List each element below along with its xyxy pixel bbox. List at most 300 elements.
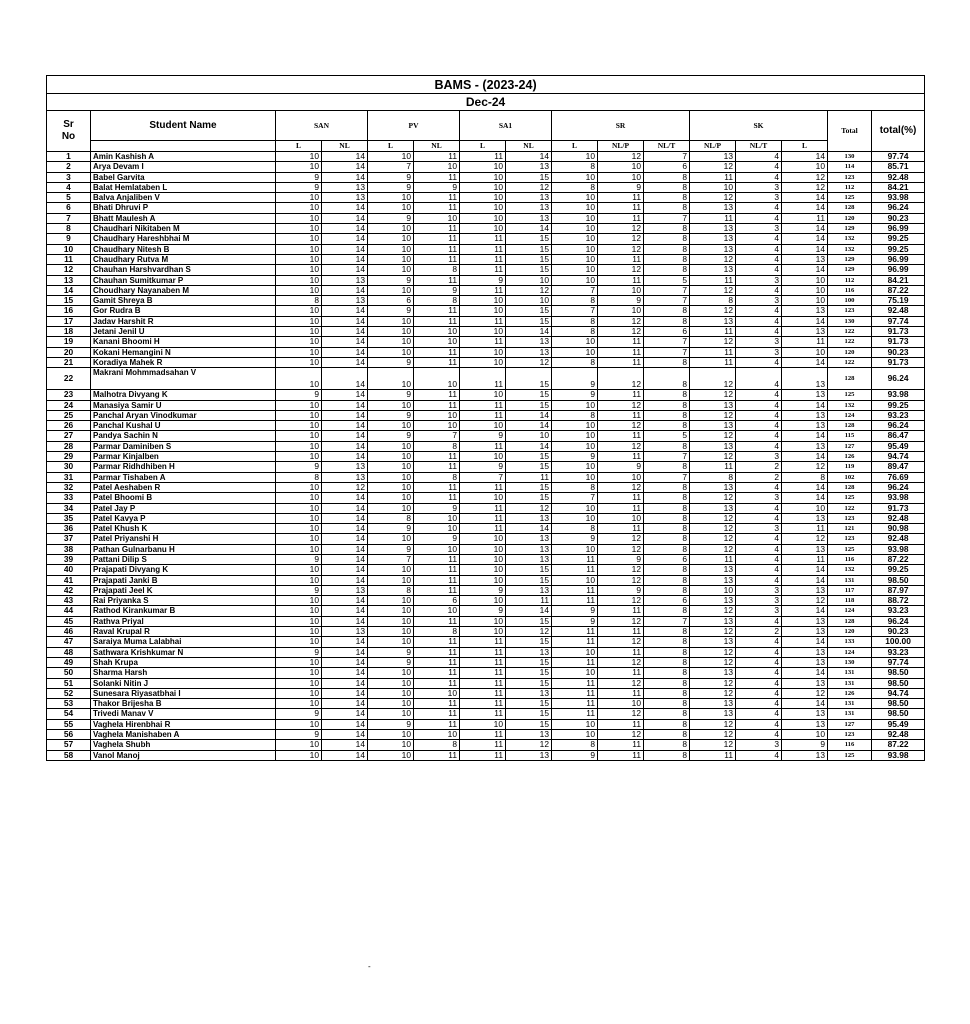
- total-cell: 115: [828, 431, 872, 441]
- mark-cell: 12: [506, 182, 552, 192]
- mark-cell: 7: [644, 347, 690, 357]
- mark-cell: 14: [322, 421, 368, 431]
- table-row: [47, 678, 925, 688]
- mark-cell: 10: [598, 172, 644, 182]
- mark-cell: 10: [368, 534, 414, 544]
- mark-cell: 11: [552, 585, 598, 595]
- mark-cell: 10: [414, 730, 460, 740]
- mark-cell: 12: [598, 544, 644, 554]
- mark-cell: 3: [736, 337, 782, 347]
- percent-cell: 96.24: [872, 616, 925, 626]
- mark-cell: 8: [690, 296, 736, 306]
- mark-cell: 10: [368, 472, 414, 482]
- mark-cell: 10: [276, 719, 322, 729]
- mark-cell: 11: [460, 524, 506, 534]
- mark-cell: 10: [460, 182, 506, 192]
- mark-cell: 3: [736, 296, 782, 306]
- mark-cell: 9: [598, 462, 644, 472]
- table-row: [47, 503, 925, 513]
- mark-cell: 10: [276, 203, 322, 213]
- mark-cell: 14: [322, 524, 368, 534]
- mark-cell: 13: [690, 421, 736, 431]
- percent-cell: 87.22: [872, 554, 925, 564]
- mark-cell: 10: [368, 265, 414, 275]
- mark-cell: 12: [690, 524, 736, 534]
- mark-cell: 14: [322, 657, 368, 667]
- mark-cell: 10: [276, 616, 322, 626]
- mark-cell: 13: [506, 213, 552, 223]
- mark-cell: 13: [506, 647, 552, 657]
- table-row: [47, 585, 925, 595]
- mark-cell: 15: [506, 462, 552, 472]
- table-row: [47, 285, 925, 295]
- mark-cell: 9: [598, 296, 644, 306]
- mark-cell: 9: [368, 431, 414, 441]
- mark-cell: 12: [598, 234, 644, 244]
- mark-cell: 11: [460, 244, 506, 254]
- student-name-cell: Panchal Kushal U: [91, 421, 276, 431]
- mark-cell: 11: [552, 565, 598, 575]
- mark-cell: 13: [690, 244, 736, 254]
- mark-cell: 8: [644, 699, 690, 709]
- mark-cell: 15: [506, 637, 552, 647]
- mark-cell: 8: [644, 493, 690, 503]
- mark-cell: 8: [414, 740, 460, 750]
- mark-cell: 10: [552, 275, 598, 285]
- mark-cell: 14: [322, 347, 368, 357]
- mark-cell: 10: [598, 699, 644, 709]
- percent-cell: 98.50: [872, 678, 925, 688]
- mark-cell: 10: [460, 213, 506, 223]
- student-name-cell: Balat Hemlataben L: [91, 182, 276, 192]
- mark-cell: 9: [368, 275, 414, 285]
- mark-cell: 12: [782, 462, 828, 472]
- percent-cell: 97.74: [872, 316, 925, 326]
- mark-cell: 7: [460, 472, 506, 482]
- percent-cell: 92.48: [872, 172, 925, 182]
- mark-cell: 8: [690, 472, 736, 482]
- mark-cell: 10: [276, 193, 322, 203]
- mark-cell: 12: [598, 152, 644, 162]
- mark-cell: 4: [736, 368, 782, 390]
- mark-cell: 15: [506, 400, 552, 410]
- mark-cell: 4: [736, 647, 782, 657]
- total-cell: 132: [828, 244, 872, 254]
- percent-cell: 96.24: [872, 368, 925, 390]
- mark-cell: 9: [368, 719, 414, 729]
- sr-no-cell: 28: [47, 441, 91, 451]
- mark-cell: 4: [736, 285, 782, 295]
- sr-no-cell: 55: [47, 719, 91, 729]
- mark-cell: 8: [552, 482, 598, 492]
- mark-cell: 9: [552, 390, 598, 400]
- total-cell: 128: [828, 368, 872, 390]
- percent-cell: 97.74: [872, 657, 925, 667]
- mark-cell: 11: [414, 390, 460, 400]
- mark-cell: 12: [598, 421, 644, 431]
- mark-cell: 12: [690, 627, 736, 637]
- mark-cell: 10: [276, 410, 322, 420]
- percent-cell: 96.99: [872, 265, 925, 275]
- mark-cell: 14: [322, 616, 368, 626]
- sr-no-cell: 42: [47, 585, 91, 595]
- mark-cell: 10: [414, 213, 460, 223]
- total-cell: 125: [828, 390, 872, 400]
- mark-cell: 13: [690, 596, 736, 606]
- mark-cell: 3: [736, 182, 782, 192]
- mark-cell: 15: [506, 699, 552, 709]
- mark-cell: 11: [460, 368, 506, 390]
- mark-cell: 12: [506, 503, 552, 513]
- total-cell: 120: [828, 347, 872, 357]
- mark-cell: 11: [598, 524, 644, 534]
- subheader-cell: L: [276, 141, 322, 152]
- percent-cell: 87.97: [872, 585, 925, 595]
- total-cell: 133: [828, 637, 872, 647]
- mark-cell: 14: [322, 368, 368, 390]
- table-row: [47, 224, 925, 234]
- student-name-cell: Sathwara Krishkumar N: [91, 647, 276, 657]
- mark-cell: 10: [276, 668, 322, 678]
- mark-cell: 10: [276, 285, 322, 295]
- mark-cell: 11: [414, 306, 460, 316]
- percent-cell: 96.24: [872, 203, 925, 213]
- mark-cell: 4: [736, 390, 782, 400]
- mark-cell: 10: [368, 441, 414, 451]
- mark-cell: 11: [414, 709, 460, 719]
- sr-no-cell: 27: [47, 431, 91, 441]
- total-cell: 124: [828, 647, 872, 657]
- mark-cell: 4: [736, 410, 782, 420]
- mark-cell: 12: [690, 740, 736, 750]
- mark-cell: 14: [322, 441, 368, 451]
- mark-cell: 12: [690, 647, 736, 657]
- mark-cell: 13: [690, 316, 736, 326]
- student-name-cell: Amin Kashish A: [91, 152, 276, 162]
- table-row: [47, 441, 925, 451]
- percent-cell: 93.23: [872, 606, 925, 616]
- mark-cell: 10: [276, 688, 322, 698]
- mark-cell: 8: [644, 503, 690, 513]
- mark-cell: 10: [506, 296, 552, 306]
- mark-cell: 11: [414, 585, 460, 595]
- sr-no-cell: 43: [47, 596, 91, 606]
- student-name-cell: Solanki Nitin J: [91, 678, 276, 688]
- sr-no-cell: 1: [47, 152, 91, 162]
- table-row: [47, 740, 925, 750]
- mark-cell: 11: [460, 441, 506, 451]
- sr-no-cell: 38: [47, 544, 91, 554]
- sr-no-cell: 21: [47, 357, 91, 367]
- sr-no-cell: 9: [47, 234, 91, 244]
- mark-cell: 9: [368, 390, 414, 400]
- mark-cell: 11: [414, 234, 460, 244]
- mark-cell: 12: [690, 688, 736, 698]
- mark-cell: 10: [552, 421, 598, 431]
- mark-cell: 10: [276, 678, 322, 688]
- mark-cell: 8: [644, 482, 690, 492]
- mark-cell: 10: [552, 503, 598, 513]
- total-cell: 125: [828, 544, 872, 554]
- mark-cell: 9: [276, 182, 322, 192]
- mark-cell: 4: [736, 162, 782, 172]
- mark-cell: 11: [598, 719, 644, 729]
- mark-cell: 10: [368, 565, 414, 575]
- mark-cell: 10: [460, 554, 506, 564]
- sr-no-cell: 16: [47, 306, 91, 316]
- mark-cell: 4: [736, 565, 782, 575]
- mark-cell: 14: [322, 327, 368, 337]
- mark-cell: 13: [506, 554, 552, 564]
- mark-cell: 8: [644, 441, 690, 451]
- mark-cell: 10: [460, 224, 506, 234]
- mark-cell: 10: [276, 740, 322, 750]
- mark-cell: 14: [322, 244, 368, 254]
- mark-cell: 10: [276, 534, 322, 544]
- sr-no-cell: 13: [47, 275, 91, 285]
- table-row: [47, 637, 925, 647]
- mark-cell: 12: [690, 534, 736, 544]
- sr-no-cell: 22: [47, 368, 91, 390]
- mark-cell: 6: [644, 162, 690, 172]
- mark-cell: 14: [506, 524, 552, 534]
- table-row: [47, 275, 925, 285]
- mark-cell: 14: [782, 193, 828, 203]
- student-name-cell: Vaghela Hirenbhai R: [91, 719, 276, 729]
- percent-cell: 98.50: [872, 709, 925, 719]
- mark-cell: 9: [368, 410, 414, 420]
- mark-cell: 10: [552, 730, 598, 740]
- mark-cell: 10: [276, 565, 322, 575]
- mark-cell: 11: [598, 452, 644, 462]
- mark-cell: 11: [414, 678, 460, 688]
- mark-cell: 10: [276, 327, 322, 337]
- student-name-cell: Rathod Kirankumar B: [91, 606, 276, 616]
- mark-cell: 10: [368, 503, 414, 513]
- mark-cell: 14: [782, 400, 828, 410]
- percent-cell: 96.99: [872, 224, 925, 234]
- mark-cell: 8: [552, 296, 598, 306]
- mark-cell: 12: [690, 678, 736, 688]
- mark-cell: 14: [322, 575, 368, 585]
- student-name-cell: Patel Jay P: [91, 503, 276, 513]
- mark-cell: 11: [460, 482, 506, 492]
- mark-cell: 14: [322, 678, 368, 688]
- mark-cell: 8: [414, 265, 460, 275]
- mark-cell: 11: [414, 668, 460, 678]
- mark-cell: 14: [782, 565, 828, 575]
- mark-cell: 4: [736, 254, 782, 264]
- mark-cell: 3: [736, 347, 782, 357]
- mark-cell: 11: [460, 400, 506, 410]
- total-cell: 130: [828, 152, 872, 162]
- mark-cell: 9: [552, 368, 598, 390]
- percent-cell: 93.98: [872, 544, 925, 554]
- mark-cell: 14: [782, 637, 828, 647]
- mark-cell: 14: [322, 606, 368, 616]
- mark-cell: 6: [368, 296, 414, 306]
- mark-cell: 15: [506, 575, 552, 585]
- percent-cell: 95.49: [872, 441, 925, 451]
- mark-cell: 9: [598, 554, 644, 564]
- mark-cell: 14: [782, 493, 828, 503]
- mark-cell: 14: [782, 482, 828, 492]
- mark-cell: 10: [368, 400, 414, 410]
- mark-cell: 12: [598, 316, 644, 326]
- mark-cell: 13: [506, 534, 552, 544]
- mark-cell: 12: [598, 678, 644, 688]
- student-name-cell: Chaudhary Hareshbhai M: [91, 234, 276, 244]
- mark-cell: 10: [598, 285, 644, 295]
- mark-cell: 10: [552, 213, 598, 223]
- percent-cell: 90.98: [872, 524, 925, 534]
- student-name-cell: Koradiya Mahek R: [91, 357, 276, 367]
- mark-cell: 8: [552, 357, 598, 367]
- percent-cell: 94.74: [872, 688, 925, 698]
- total-cell: 119: [828, 462, 872, 472]
- mark-cell: 14: [782, 699, 828, 709]
- mark-cell: 12: [690, 162, 736, 172]
- mark-cell: 10: [460, 544, 506, 554]
- table-row: [47, 699, 925, 709]
- mark-cell: 11: [460, 265, 506, 275]
- mark-cell: 12: [690, 306, 736, 316]
- mark-cell: 10: [368, 668, 414, 678]
- mark-cell: 8: [552, 316, 598, 326]
- total-cell: 124: [828, 410, 872, 420]
- table-row: [47, 347, 925, 357]
- mark-cell: 14: [782, 668, 828, 678]
- mark-cell: 3: [736, 452, 782, 462]
- mark-cell: 10: [414, 337, 460, 347]
- mark-cell: 10: [276, 254, 322, 264]
- mark-cell: 11: [460, 503, 506, 513]
- mark-cell: 12: [506, 740, 552, 750]
- mark-cell: 14: [782, 452, 828, 462]
- student-name-cell: Patel Priyanshi H: [91, 534, 276, 544]
- mark-cell: 4: [736, 203, 782, 213]
- mark-cell: 10: [276, 524, 322, 534]
- mark-cell: 11: [460, 285, 506, 295]
- table-row: [47, 193, 925, 203]
- total-cell: 128: [828, 616, 872, 626]
- sr-no-cell: 12: [47, 265, 91, 275]
- total-cell: 120: [828, 213, 872, 223]
- mark-cell: 11: [414, 554, 460, 564]
- mark-cell: 11: [414, 203, 460, 213]
- mark-cell: 15: [506, 390, 552, 400]
- mark-cell: 10: [552, 193, 598, 203]
- mark-cell: 11: [690, 275, 736, 285]
- table-row: [47, 296, 925, 306]
- mark-cell: 14: [322, 203, 368, 213]
- mark-cell: 14: [782, 575, 828, 585]
- total-cell: 131: [828, 709, 872, 719]
- total-cell: 129: [828, 254, 872, 264]
- mark-cell: 9: [368, 182, 414, 192]
- table-row: [47, 627, 925, 637]
- sr-no-cell: 47: [47, 637, 91, 647]
- mark-cell: 11: [460, 513, 506, 523]
- mark-cell: 10: [690, 585, 736, 595]
- mark-cell: 9: [368, 306, 414, 316]
- mark-cell: 14: [782, 234, 828, 244]
- mark-cell: 11: [460, 668, 506, 678]
- mark-cell: 6: [644, 596, 690, 606]
- total-cell: 131: [828, 575, 872, 585]
- mark-cell: 13: [782, 657, 828, 667]
- mark-cell: 12: [690, 606, 736, 616]
- mark-cell: 10: [276, 234, 322, 244]
- table-row: [47, 316, 925, 326]
- mark-cell: 15: [506, 244, 552, 254]
- mark-cell: 13: [782, 647, 828, 657]
- student-name-cell: Chaudhary Nitesh B: [91, 244, 276, 254]
- table-row: [47, 265, 925, 275]
- mark-cell: 11: [598, 347, 644, 357]
- mark-cell: 12: [690, 493, 736, 503]
- total-cell: 122: [828, 357, 872, 367]
- sr-no-cell: 2: [47, 162, 91, 172]
- mark-cell: 8: [644, 203, 690, 213]
- total-cell: 123: [828, 172, 872, 182]
- mark-cell: 11: [460, 709, 506, 719]
- mark-cell: 14: [506, 410, 552, 420]
- mark-cell: 13: [782, 327, 828, 337]
- mark-cell: 12: [598, 709, 644, 719]
- mark-cell: 10: [460, 575, 506, 585]
- sr-no-cell: 3: [47, 172, 91, 182]
- mark-cell: 10: [276, 493, 322, 503]
- mark-cell: 10: [368, 699, 414, 709]
- mark-cell: 10: [368, 368, 414, 390]
- mark-cell: 10: [276, 306, 322, 316]
- mark-cell: 14: [322, 172, 368, 182]
- mark-cell: 11: [460, 740, 506, 750]
- percent-cell: 91.73: [872, 337, 925, 347]
- table-row: [47, 472, 925, 482]
- mark-cell: 15: [506, 482, 552, 492]
- mark-cell: 10: [552, 513, 598, 523]
- total-cell: 125: [828, 750, 872, 760]
- mark-cell: 13: [782, 678, 828, 688]
- mark-cell: 7: [644, 616, 690, 626]
- mark-cell: 10: [414, 327, 460, 337]
- mark-cell: 14: [322, 316, 368, 326]
- mark-cell: 10: [276, 544, 322, 554]
- mark-cell: 13: [506, 203, 552, 213]
- total-cell: 128: [828, 203, 872, 213]
- mark-cell: 8: [644, 678, 690, 688]
- mark-cell: 4: [736, 688, 782, 698]
- total-cell: 116: [828, 554, 872, 564]
- mark-cell: 10: [276, 347, 322, 357]
- mark-cell: 8: [552, 410, 598, 420]
- mark-cell: 10: [276, 637, 322, 647]
- mark-cell: 12: [782, 534, 828, 544]
- sr-no-cell: 40: [47, 565, 91, 575]
- mark-cell: 8: [644, 575, 690, 585]
- mark-cell: 10: [276, 513, 322, 523]
- mark-cell: 13: [690, 441, 736, 451]
- mark-cell: 12: [506, 285, 552, 295]
- total-cell: 122: [828, 337, 872, 347]
- mark-cell: 10: [276, 368, 322, 390]
- mark-cell: 10: [368, 462, 414, 472]
- student-name-cell: Pattani Dilip S: [91, 554, 276, 564]
- student-name-cell: Pandya Sachin N: [91, 431, 276, 441]
- student-name-cell: Prajapati Janki B: [91, 575, 276, 585]
